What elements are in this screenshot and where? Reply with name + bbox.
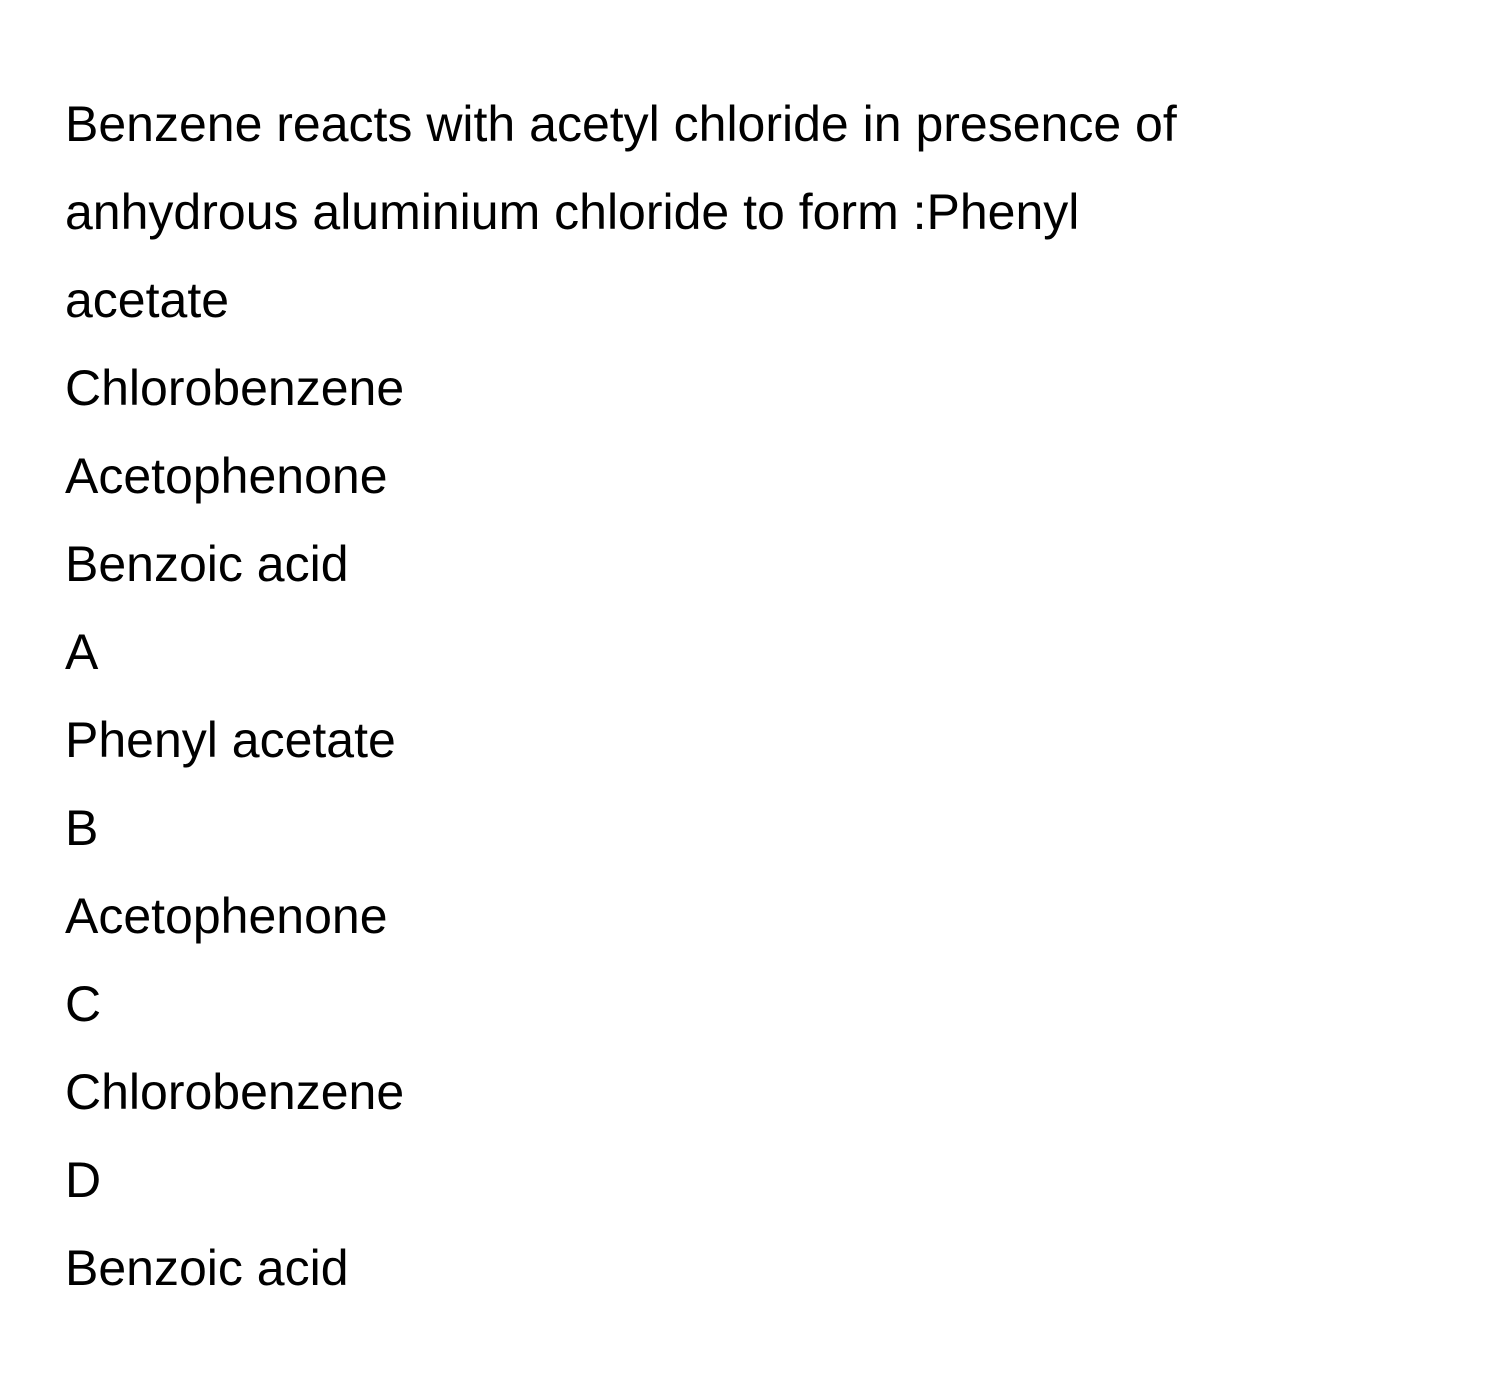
option-text: Chlorobenzene (65, 1064, 405, 1120)
question-text (65, 80, 1435, 344)
option-list (65, 608, 1435, 1312)
question-line: anhydrous aluminium chloride to form :Phenyl (65, 184, 1080, 240)
option-letter: C (65, 976, 102, 1032)
option-b[interactable] (65, 784, 1435, 960)
option-letter: B (65, 800, 99, 856)
option-text: Benzoic acid (65, 1240, 349, 1296)
question-document (65, 80, 1435, 1312)
inline-option-list (65, 344, 1435, 608)
option-c[interactable] (65, 960, 1435, 1136)
question-line: Benzene reacts with acetyl chloride in presence of (65, 96, 1177, 152)
question-line: acetate (65, 272, 230, 328)
option-d[interactable] (65, 1136, 1435, 1312)
option-a[interactable] (65, 608, 1435, 784)
inline-option: Chlorobenzene (65, 360, 405, 416)
inline-option: Benzoic acid (65, 536, 349, 592)
option-letter: D (65, 1152, 102, 1208)
option-text: Acetophenone (65, 888, 388, 944)
inline-option: Acetophenone (65, 448, 388, 504)
option-text: Phenyl acetate (65, 712, 396, 768)
option-letter: A (65, 624, 99, 680)
